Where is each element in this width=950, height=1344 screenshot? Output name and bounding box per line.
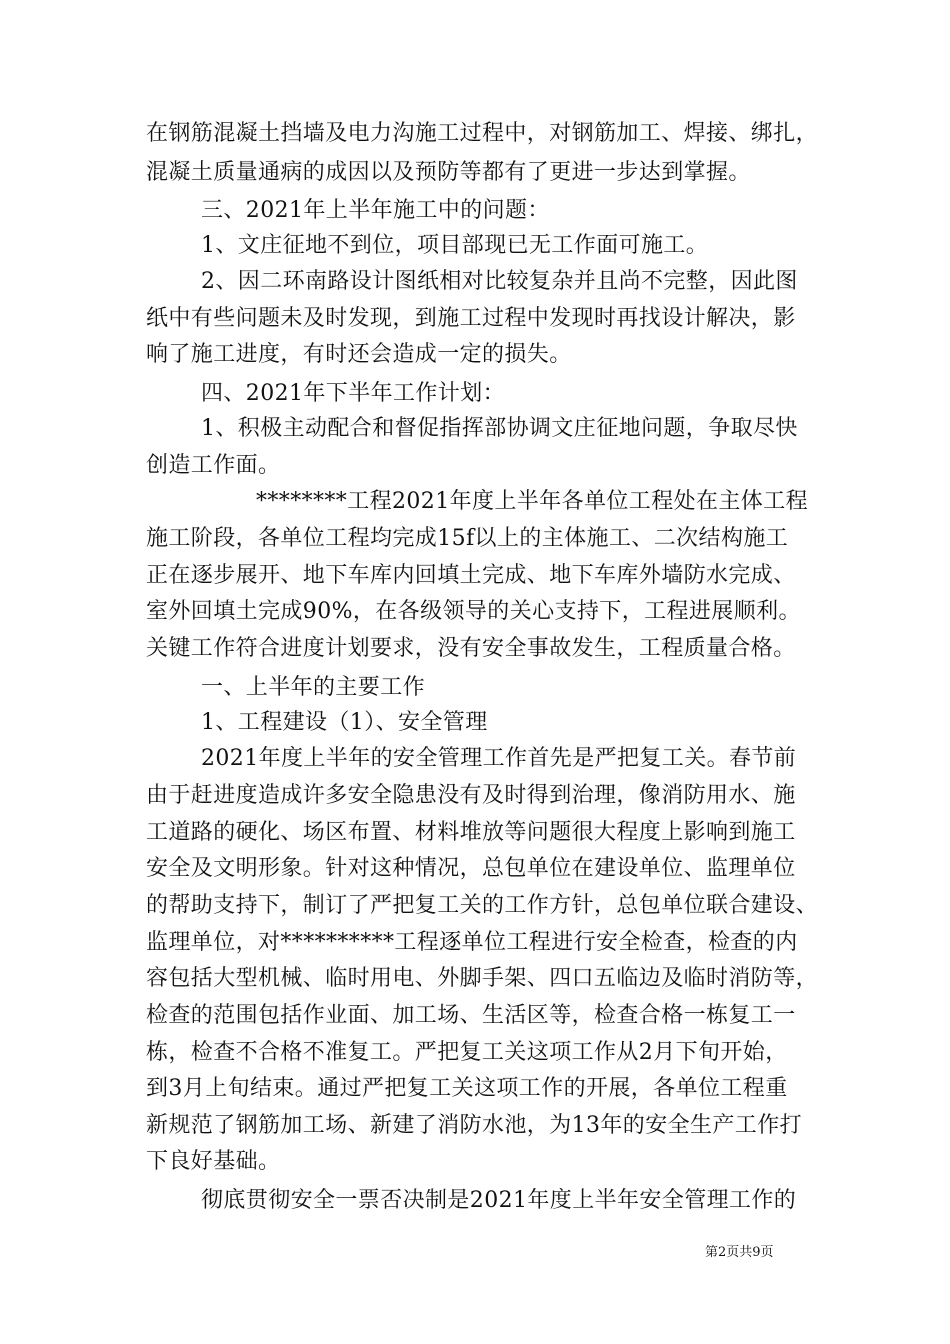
text-line: 1、积极主动配合和督促指挥部协调文庄征地问题，争取尽快 [201,416,798,441]
text-line: 安全及文明形象。针对这种情况，总包单位在建设单位、监理单位 [146,856,796,881]
text-line: 栋，检查不合格不准复工。严把复工关这项工作从2月下旬开始， [146,1040,788,1065]
text-line: 下良好基础。 [146,1149,281,1174]
text-line: 工道路的硬化、场区布置、材料堆放等问题很大程度上影响到施工 [146,820,796,845]
text-line: 2021年度上半年的安全管理工作首先是严把复工关。春节前 [201,746,797,771]
section-heading: 三、2021年上半年施工中的问题： [201,198,550,223]
text-line: 关键工作符合进度计划要求，没有安全事故发生，工程质量合格。 [146,636,796,661]
text-line: 的帮助支持下，制订了严把复工关的工作方针，总包单位联合建设、 [146,893,819,918]
text-line: 室外回填土完成90%，在各级领导的关心支持下，工程进展顺利。 [146,599,801,624]
text-line: 正在逐步展开、地下车库内回填土完成、地下车库外墙防水完成、 [146,563,796,588]
text-line: 由于赶进度造成许多安全隐患没有及时得到治理，像消防用水、施 [146,783,796,808]
page-number: 第2页共9页 [705,1245,774,1260]
subsection-heading: 1、工程建设（1）、安全管理 [201,710,488,735]
text-line: 监理单位，对**********工程逐单位工程进行安全检查，检查的内 [146,930,798,955]
text-line: 1、文庄征地不到位，项目部现已无工作面可施工。 [201,233,709,258]
text-line: ********工程2021年度上半年各单位工程处在主体工程 [256,489,808,514]
text-line: 容包括大型机械、临时用电、外脚手架、四口五临边及临时消防等， [146,966,819,991]
text-line: 施工阶段，各单位工程均完成15f以上的主体施工、二次结构施工 [146,526,789,551]
text-line: 创造工作面。 [146,453,281,478]
text-line: 新规范了钢筋加工场、新建了消防水池，为13年的安全生产工作打 [146,1113,802,1138]
text-line: 纸中有些问题未及时发现，到施工过程中发现时再找设计解决，影 [146,306,796,331]
text-line: 混凝土质量通病的成因以及预防等都有了更进一步达到掌握。 [146,160,751,185]
section-heading: 一、上半年的主要工作 [201,675,426,700]
section-heading: 四、2021年下半年工作计划： [201,381,505,406]
text-line: 到3月上旬结束。通过严把复工关这项工作的开展，各单位工程重 [146,1076,788,1101]
text-line: 响了施工进度，有时还会造成一定的损失。 [146,342,572,367]
text-line: 在钢筋混凝土挡墙及电力沟施工过程中，对钢筋加工、焊接、绑扎， [146,121,819,146]
text-line: 2、因二环南路设计图纸相对比较复杂并且尚不完整，因此图 [201,269,798,294]
text-line: 彻底贯彻安全一票否决制是2021年度上半年安全管理工作的 [201,1188,797,1213]
text-line: 检查的范围包括作业面、加工场、生活区等，检查合格一栋复工一 [146,1003,796,1028]
